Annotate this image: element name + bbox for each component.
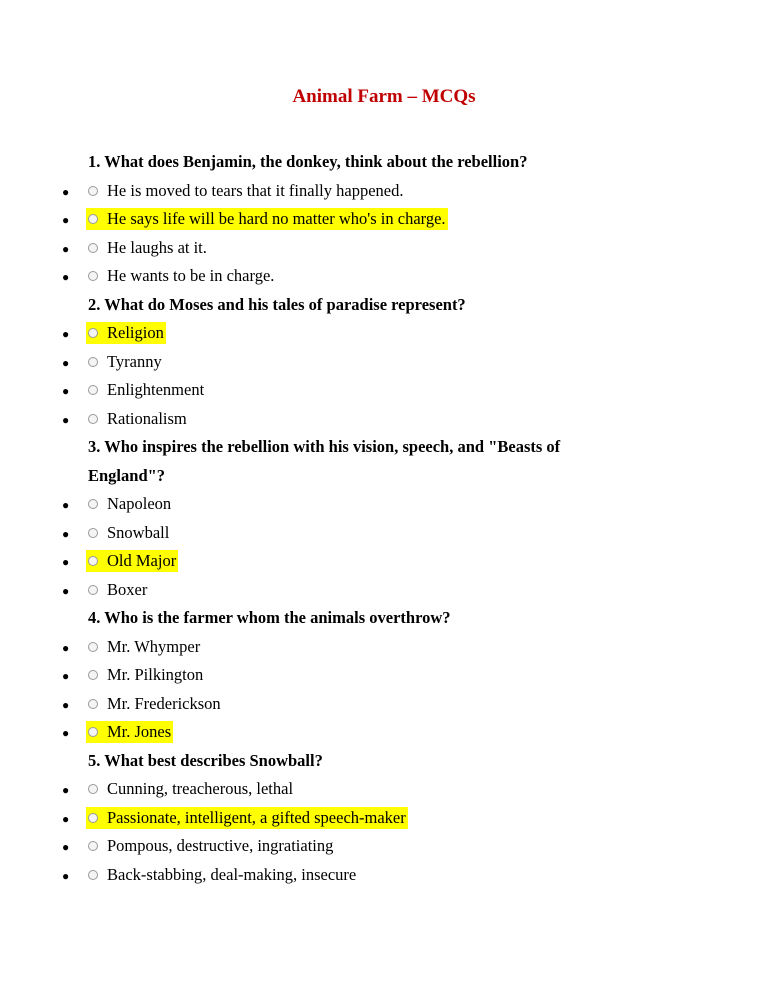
radio-button-icon[interactable]	[88, 642, 98, 652]
answer-option[interactable]	[0, 861, 768, 890]
page-title: Animal Farm – MCQs	[292, 86, 476, 107]
answer-option[interactable]	[0, 519, 768, 548]
bullet-icon: ●	[62, 726, 70, 740]
bullet-icon: ●	[62, 184, 70, 199]
question-text: 1. What does Benjamin, the donkey, think about the rebellion?	[88, 152, 528, 171]
bullet-icon: ●	[62, 241, 70, 256]
radio-button-icon[interactable]	[88, 727, 98, 737]
bullet-icon: ●	[62, 640, 70, 655]
radio-button-icon[interactable]	[88, 243, 98, 253]
radio-button-icon[interactable]	[88, 556, 98, 566]
option-label: Enlightenment	[107, 380, 205, 399]
answer-option[interactable]	[0, 690, 768, 719]
option-label: Pompous, destructive, ingratiating	[107, 836, 334, 855]
option-wrap	[86, 408, 189, 430]
option-wrap	[86, 664, 205, 686]
option-wrap	[86, 322, 166, 344]
radio-button-icon[interactable]	[88, 784, 98, 794]
question-block	[0, 747, 768, 890]
radio-button-icon[interactable]	[88, 528, 98, 538]
option-label: He says life will be hard no matter who's in charge.	[107, 209, 446, 228]
radio-button-icon[interactable]	[88, 670, 98, 680]
answer-option[interactable]	[0, 775, 768, 804]
option-label: Old Major	[107, 551, 177, 570]
question-text: 5. What best describes Snowball?	[88, 750, 323, 770]
radio-button-icon[interactable]	[88, 414, 98, 424]
bullet-icon: ●	[62, 583, 70, 598]
bullet-icon: ●	[62, 498, 70, 512]
bullet-icon: ●	[62, 270, 70, 284]
option-wrap	[86, 237, 209, 259]
radio-button-icon[interactable]	[88, 499, 98, 509]
option-wrap	[86, 351, 164, 373]
option-label: He is moved to tears that it finally happened.	[107, 180, 404, 200]
question-block	[0, 148, 768, 291]
option-label: Napoleon	[107, 494, 172, 513]
option-wrap	[86, 493, 173, 515]
question-block	[0, 433, 768, 604]
option-wrap	[86, 778, 295, 800]
option-label: Boxer	[107, 579, 148, 599]
answer-option[interactable]	[0, 205, 768, 234]
bullet-icon: ●	[62, 526, 70, 541]
option-wrap	[86, 693, 223, 715]
option-label: Cunning, treacherous, lethal	[107, 779, 294, 798]
option-label: Mr. Whymper	[107, 636, 201, 656]
option-wrap	[86, 721, 173, 743]
radio-button-icon[interactable]	[88, 841, 98, 851]
option-label: Religion	[107, 323, 164, 342]
quiz-list	[0, 148, 768, 889]
question-block	[0, 291, 768, 434]
option-wrap	[86, 265, 276, 287]
option-wrap	[86, 636, 202, 658]
answer-option[interactable]	[0, 490, 768, 519]
option-wrap	[86, 550, 178, 572]
bullet-icon: ●	[62, 669, 70, 683]
answer-option[interactable]	[0, 832, 768, 861]
question-text: 3. Who inspires the rebellion with his vision, speech, and "Beasts of England"?	[88, 437, 561, 485]
question-text: 4. Who is the farmer whom the animals overthrow?	[88, 608, 451, 627]
radio-button-icon[interactable]	[88, 186, 98, 196]
answer-option[interactable]	[0, 633, 768, 662]
bullet-icon: ●	[62, 811, 70, 826]
radio-button-icon[interactable]	[88, 271, 98, 281]
answer-option[interactable]	[0, 319, 768, 348]
radio-button-icon[interactable]	[88, 813, 98, 823]
answer-option[interactable]	[0, 576, 768, 605]
option-label: Passionate, intelligent, a gifted speech-maker	[107, 807, 406, 827]
bullet-icon: ●	[62, 697, 70, 712]
bullet-icon: ●	[62, 840, 70, 854]
answer-option[interactable]	[0, 547, 768, 576]
bullet-icon: ●	[62, 868, 70, 883]
answer-option[interactable]	[0, 405, 768, 434]
option-wrap	[86, 522, 171, 544]
option-label: Snowball	[107, 522, 170, 542]
bullet-icon: ●	[62, 384, 70, 398]
answer-option[interactable]	[0, 661, 768, 690]
bullet-icon: ●	[62, 783, 70, 797]
answer-option[interactable]	[0, 262, 768, 291]
radio-button-icon[interactable]	[88, 385, 98, 395]
question-block	[0, 604, 768, 747]
radio-button-icon[interactable]	[88, 870, 98, 880]
bullet-icon: ●	[62, 412, 70, 427]
radio-button-icon[interactable]	[88, 585, 98, 595]
option-wrap	[86, 807, 408, 829]
option-wrap	[86, 379, 206, 401]
answer-option[interactable]	[0, 177, 768, 206]
option-label: Back-stabbing, deal-making, insecure	[107, 864, 357, 884]
bullet-icon: ●	[62, 555, 70, 569]
option-label: Mr. Frederickson	[107, 693, 221, 713]
option-label: He laughs at it.	[107, 237, 207, 257]
option-label: Mr. Jones	[107, 722, 172, 741]
bullet-icon: ●	[62, 213, 70, 227]
option-wrap	[86, 579, 149, 601]
option-wrap	[86, 835, 335, 857]
answer-option[interactable]	[0, 804, 768, 833]
option-wrap	[86, 180, 405, 202]
radio-button-icon[interactable]	[88, 328, 98, 338]
option-label: He wants to be in charge.	[107, 266, 275, 285]
option-wrap	[86, 208, 448, 230]
answer-option[interactable]	[0, 718, 768, 747]
radio-button-icon[interactable]	[88, 357, 98, 367]
option-label: Mr. Pilkington	[107, 665, 204, 684]
bullet-icon: ●	[62, 327, 70, 341]
question-text: 2. What do Moses and his tales of paradise represent?	[88, 294, 466, 314]
answer-option[interactable]	[0, 376, 768, 405]
answer-option[interactable]	[0, 348, 768, 377]
answer-option[interactable]	[0, 234, 768, 263]
option-label: Rationalism	[107, 408, 187, 428]
option-label: Tyranny	[107, 351, 162, 371]
radio-button-icon[interactable]	[88, 699, 98, 709]
bullet-icon: ●	[62, 355, 70, 370]
option-wrap	[86, 864, 358, 886]
radio-button-icon[interactable]	[88, 214, 98, 224]
